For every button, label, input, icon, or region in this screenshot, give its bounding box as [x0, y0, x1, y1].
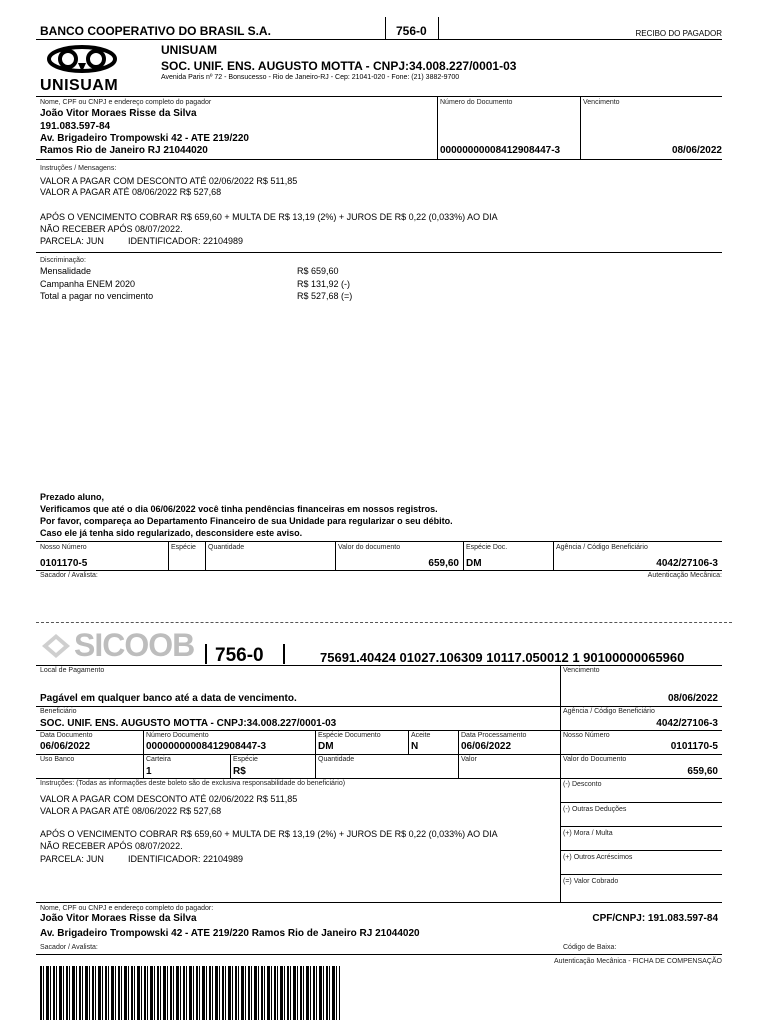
- discrimination-value: R$ 131,92 (-): [297, 279, 351, 289]
- institution-name: UNISUAM: [161, 43, 217, 57]
- especie-doc-label: Espécie Documento: [318, 732, 381, 739]
- divider: [205, 541, 206, 570]
- num-doc: 00000000008412908447-3: [146, 741, 267, 752]
- carteira: 1: [146, 766, 152, 777]
- divider: [385, 17, 386, 39]
- discrimination-value: R$ 659,60: [297, 266, 339, 276]
- nosso-numero-label: Nosso Número: [563, 732, 610, 739]
- especie-doc: DM: [318, 741, 334, 752]
- divider: [560, 874, 722, 875]
- due-label: Vencimento: [583, 99, 620, 106]
- due-date: 08/06/2022: [667, 693, 718, 704]
- parcela: PARCELA: JUN: [40, 854, 104, 864]
- local-label: Local de Pagamento: [40, 667, 105, 674]
- bank-code: 756-0: [215, 645, 264, 666]
- agencia-label: Agência / Código Beneficiário: [563, 708, 655, 715]
- instruction-line: NÃO RECEBER APÓS 08/07/2022.: [40, 841, 183, 851]
- divider: [36, 954, 722, 955]
- quantidade-label: Quantidade: [318, 756, 355, 763]
- valor-doc: 659,60: [687, 766, 718, 777]
- divider: [36, 159, 722, 160]
- divider: [36, 665, 722, 666]
- divider: [560, 826, 722, 827]
- mora-label: (+) Mora / Multa: [563, 830, 613, 837]
- barcode: [40, 966, 340, 1020]
- payer-cpf: CPF/CNPJ: 191.083.597-84: [592, 913, 718, 924]
- agencia: 4042/27106-3: [656, 718, 718, 729]
- discrimination-item: Campanha ENEM 2020: [40, 279, 136, 289]
- institution-address: Avenida Paris nº 72 - Bonsucesso - Rio de Janeiro-RJ - Cep: 21041-020 - Fone: (21) 3882-9700: [161, 74, 460, 81]
- divider: [36, 730, 722, 731]
- divider: [36, 39, 722, 40]
- payer-name: João Vitor Moraes Risse da Silva: [40, 108, 197, 119]
- beneficiario: SOC. UNIF. ENS. AUGUSTO MOTTA - CNPJ:34.008.227/0001-03: [40, 718, 337, 729]
- autenticacao-label: Autenticação Mecânica:: [647, 572, 722, 579]
- quantidade-label: Quantidade: [208, 544, 245, 551]
- due-label: Vencimento: [563, 667, 600, 674]
- divider: [36, 570, 722, 571]
- especie-label: Espécie: [233, 756, 258, 763]
- divider: [36, 706, 722, 707]
- data-proc: 06/06/2022: [461, 741, 512, 752]
- bank-name: BANCO COOPERATIVO DO BRASIL S.A.: [40, 24, 271, 38]
- discrimination-item: Mensalidade: [40, 266, 92, 276]
- instruction-line: VALOR A PAGAR COM DESCONTO ATÉ 02/06/2022 R$ 511,85: [40, 794, 298, 804]
- divider: [143, 730, 144, 754]
- instruction-line: APÓS O VENCIMENTO COBRAR R$ 659,60 + MULTA DE R$ 13,19 (2%) + JUROS DE R$ 0,22 (0,033%) AO DIA: [40, 829, 498, 839]
- data-proc-label: Data Processamento: [461, 732, 527, 739]
- valor-doc-label: Valor do Documento: [563, 756, 627, 763]
- instructions-label: Instruções: (Todas as informações deste boleto são de exclusiva responsabilidade do beneficiário): [40, 780, 346, 787]
- aceite: N: [411, 741, 419, 752]
- payer-address-line2: Ramos Rio de Janeiro RJ 21044020: [40, 145, 208, 156]
- digitable-line: 75691.40424 01027.106309 10117.050012 1 90100000065960: [320, 650, 685, 665]
- institution-full: SOC. UNIF. ENS. AUGUSTO MOTTA - CNPJ:34.008.227/0001-03: [161, 59, 517, 73]
- payer-address-line1: Av. Brigadeiro Trompowski 42 - ATE 219/220: [40, 133, 249, 144]
- divider: [580, 96, 581, 159]
- divider: [458, 730, 459, 754]
- divider: [143, 754, 144, 778]
- divider: [283, 644, 285, 664]
- especie: R$: [233, 766, 246, 777]
- instruction-line: VALOR A PAGAR ATÉ 08/06/2022 R$ 527,68: [40, 187, 222, 197]
- uso-banco-label: Uso Banco: [40, 756, 75, 763]
- payer-label: Nome, CPF ou CNPJ e endereço completo do pagador: [40, 99, 212, 106]
- divider: [36, 902, 722, 903]
- doc-number: 00000000008412908447-3: [440, 145, 561, 156]
- instruction-line: APÓS O VENCIMENTO COBRAR R$ 659,60 + MULTA DE R$ 13,19 (2%) + JUROS DE R$ 0,22 (0,033%) AO DIA: [40, 212, 498, 222]
- divider: [36, 252, 722, 253]
- instruction-line: NÃO RECEBER APÓS 08/07/2022.: [40, 224, 183, 234]
- parcela: PARCELA: JUN: [40, 236, 104, 246]
- divider: [463, 541, 464, 570]
- notice-line: Por favor, compareça ao Departamento Financeiro de sua Unidade para regularizar o seu débito.: [40, 516, 453, 526]
- discrimination-label: Discriminação:: [40, 257, 86, 264]
- nosso-numero: 0101170-5: [40, 558, 88, 569]
- local: Pagável em qualquer banco até a data de vencimento.: [40, 693, 297, 704]
- notice-line: Caso ele já tenha sido regularizado, desconsidere este aviso.: [40, 528, 303, 538]
- codigo-baixa-label: Código de Baixa:: [563, 944, 617, 951]
- beneficiario-label: Beneficiário: [40, 708, 77, 715]
- doc-number-label: Número do Documento: [440, 99, 513, 106]
- num-doc-label: Número Documento: [146, 732, 209, 739]
- desconto-label: (-) Desconto: [563, 781, 602, 788]
- payer-address: Av. Brigadeiro Trompowski 42 - ATE 219/220 Ramos Rio de Janeiro RJ 21044020: [40, 928, 420, 939]
- valor-doc: 659,60: [428, 558, 459, 569]
- payer-name: João Vitor Moraes Risse da Silva: [40, 913, 197, 924]
- notice-line: Prezado aluno,: [40, 492, 105, 502]
- valor-label: Valor: [461, 756, 477, 763]
- identificador: IDENTIFICADOR: 22104989: [128, 854, 244, 864]
- valor-cobrado-label: (=) Valor Cobrado: [563, 878, 619, 885]
- cut-line: [36, 622, 732, 623]
- instructions-label: Instruções / Mensagens:: [40, 165, 117, 172]
- valor-doc-label: Valor do documento: [338, 544, 401, 551]
- outros-acrescimos-label: (+) Outros Acréscimos: [563, 854, 633, 861]
- divider: [315, 730, 316, 754]
- nosso-numero: 0101170-5: [670, 741, 718, 752]
- identificador: IDENTIFICADOR: 22104989: [128, 236, 244, 246]
- divider: [553, 541, 554, 570]
- especie-label: Espécie: [171, 544, 196, 551]
- divider: [230, 754, 231, 778]
- sacador-label: Sacador / Avalista:: [40, 572, 98, 579]
- aceite-label: Aceite: [411, 732, 431, 739]
- agencia: 4042/27106-3: [656, 558, 718, 569]
- data-doc-label: Data Documento: [40, 732, 93, 739]
- receipt-label: RECIBO DO PAGADOR: [635, 29, 722, 38]
- logo-wordmark: UNISUAM: [40, 77, 119, 94]
- divider: [458, 754, 459, 778]
- divider: [560, 850, 722, 851]
- outras-deducoes-label: (-) Outras Deduções: [563, 806, 627, 813]
- logo-wordmark: SICOOB: [74, 627, 195, 663]
- discrimination-value: R$ 527,68 (=): [297, 291, 353, 301]
- autenticacao-label: Autenticação Mecânica - FICHA DE COMPENSAÇÃO: [553, 958, 722, 965]
- carteira-label: Carteira: [146, 756, 171, 763]
- due-date: 08/06/2022: [671, 145, 722, 156]
- nosso-numero-label: Nosso Número: [40, 544, 87, 551]
- divider: [168, 541, 169, 570]
- instruction-line: VALOR A PAGAR COM DESCONTO ATÉ 02/06/2022 R$ 511,85: [40, 176, 298, 186]
- especie-doc-label: Espécie Doc.: [466, 544, 508, 551]
- divider: [560, 665, 561, 902]
- divider: [36, 96, 722, 97]
- payer-cpf: 191.083.597-84: [40, 121, 111, 132]
- discrimination-item: Total a pagar no vencimento: [40, 291, 154, 301]
- divider: [315, 754, 316, 778]
- especie-doc: DM: [466, 558, 482, 569]
- divider: [36, 754, 722, 755]
- notice-line: Verificamos que até o dia 06/06/2022 você tinha pendências financeiras em nossos registros.: [40, 504, 438, 514]
- agencia-label: Agência / Código Beneficiário: [556, 544, 648, 551]
- divider: [36, 541, 722, 542]
- sacador-label: Sacador / Avalista:: [40, 944, 98, 951]
- data-doc: 06/06/2022: [40, 741, 91, 752]
- divider: [36, 778, 722, 779]
- divider: [335, 541, 336, 570]
- owl-logo-icon: [46, 43, 118, 76]
- instruction-line: VALOR A PAGAR ATÉ 08/06/2022 R$ 527,68: [40, 806, 222, 816]
- sicoob-symbol-icon: [40, 632, 72, 660]
- divider: [437, 96, 438, 159]
- divider: [408, 730, 409, 754]
- payer-label: Nome, CPF ou CNPJ e endereço completo do pagador:: [40, 905, 214, 912]
- bank-code: 756-0: [396, 24, 427, 38]
- divider: [438, 17, 439, 39]
- divider: [560, 802, 722, 803]
- divider: [205, 644, 207, 664]
